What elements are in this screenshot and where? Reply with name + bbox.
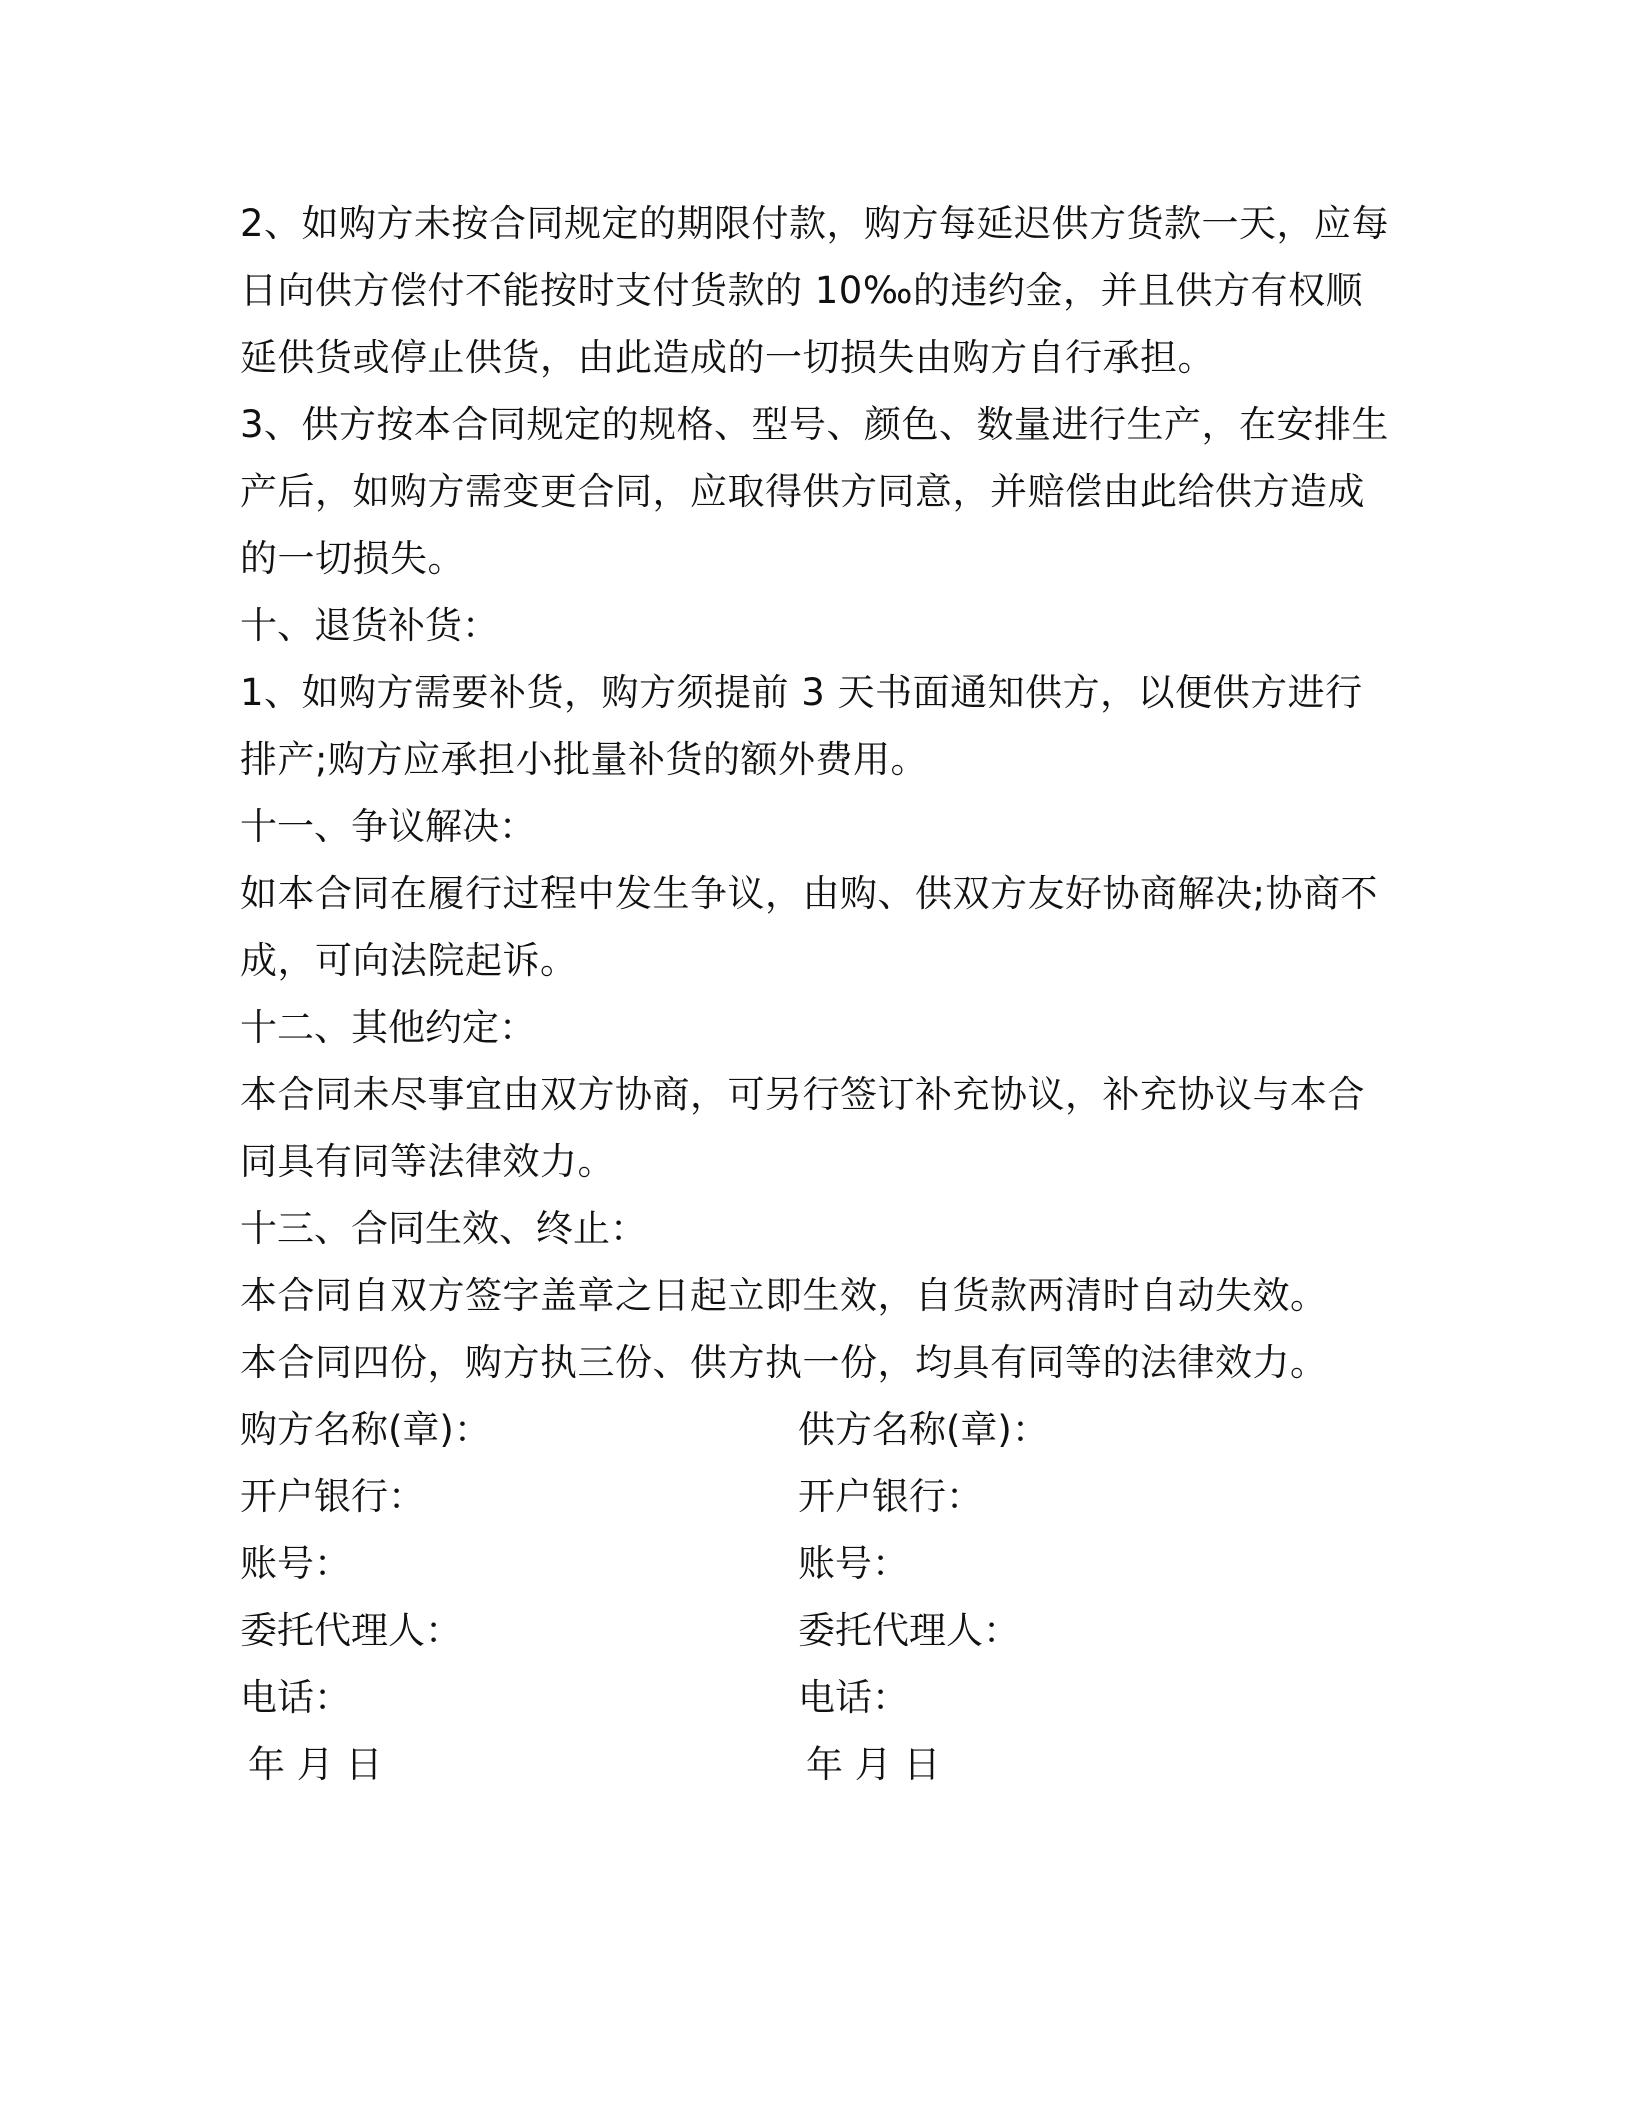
section-11-heading: 十一、争议解决： xyxy=(240,805,536,848)
section-13-text-2: 本合同四份，购方执三份、供方执一份，均具有同等的法律效力。 xyxy=(240,1341,1328,1384)
section-11-text: 如本合同在履行过程中发生争议，由购、供双方友好协商解决;协商不成，可向法院起诉。 xyxy=(240,872,1378,982)
signature-block xyxy=(240,1396,1390,1798)
document-content xyxy=(240,190,1390,1798)
buyer-bank-label: 开户银行： xyxy=(240,1475,425,1518)
buyer-name-label: 购方名称(章)： xyxy=(240,1408,491,1451)
seller-name-label: 供方名称(章)： xyxy=(798,1408,1049,1451)
buyer-agent-label: 委托代理人： xyxy=(240,1609,462,1652)
seller-bank-label: 开户银行： xyxy=(798,1475,983,1518)
clause-3: 3、供方按本合同规定的规格、型号、颜色、数量进行生产，在安排生产后，如购方需变更合同，应取得供方同意，并赔偿由此给供方造成的一切损失。 xyxy=(240,403,1390,580)
signature-row-phone xyxy=(240,1664,1390,1731)
seller-account-label: 账号： xyxy=(798,1542,909,1585)
signature-row-bank xyxy=(240,1463,1390,1530)
section-12-text: 本合同未尽事宜由双方协商，可另行签订补充协议，补充协议与本合同具有同等法律效力。 xyxy=(240,1073,1365,1183)
clause-2: 2、如购方未按合同规定的期限付款，购方每延迟供方货款一天，应每日向供方偿付不能按时支付货款的 10‰的违约金，并且供方有权顺延供货或停止供货，由此造成的一切损失由购方自行承担。 xyxy=(240,202,1390,379)
seller-agent-label: 委托代理人： xyxy=(798,1609,1020,1652)
section-13-text-1: 本合同自双方签字盖章之日起立即生效，自货款两清时自动失效。 xyxy=(240,1274,1328,1317)
buyer-account-label: 账号： xyxy=(240,1542,351,1585)
signature-row-name xyxy=(240,1396,1390,1463)
buyer-phone-label: 电话： xyxy=(240,1676,351,1719)
section-10-text: 1、如购方需要补货，购方须提前 3 天书面通知供方，以便供方进行排产;购方应承担小批量补货的额外费用。 xyxy=(240,671,1363,781)
section-13-heading: 十三、合同生效、终止： xyxy=(240,1207,647,1250)
section-12-heading: 十二、其他约定： xyxy=(240,1006,536,1049)
signature-row-account xyxy=(240,1530,1390,1597)
seller-date-label: 年 月 日 xyxy=(806,1743,941,1786)
buyer-date-label: 年 月 日 xyxy=(248,1743,383,1786)
seller-phone-label: 电话： xyxy=(798,1676,909,1719)
section-10-heading: 十、退货补货： xyxy=(240,604,499,647)
signature-row-date xyxy=(240,1731,1390,1798)
signature-row-agent xyxy=(240,1597,1390,1664)
